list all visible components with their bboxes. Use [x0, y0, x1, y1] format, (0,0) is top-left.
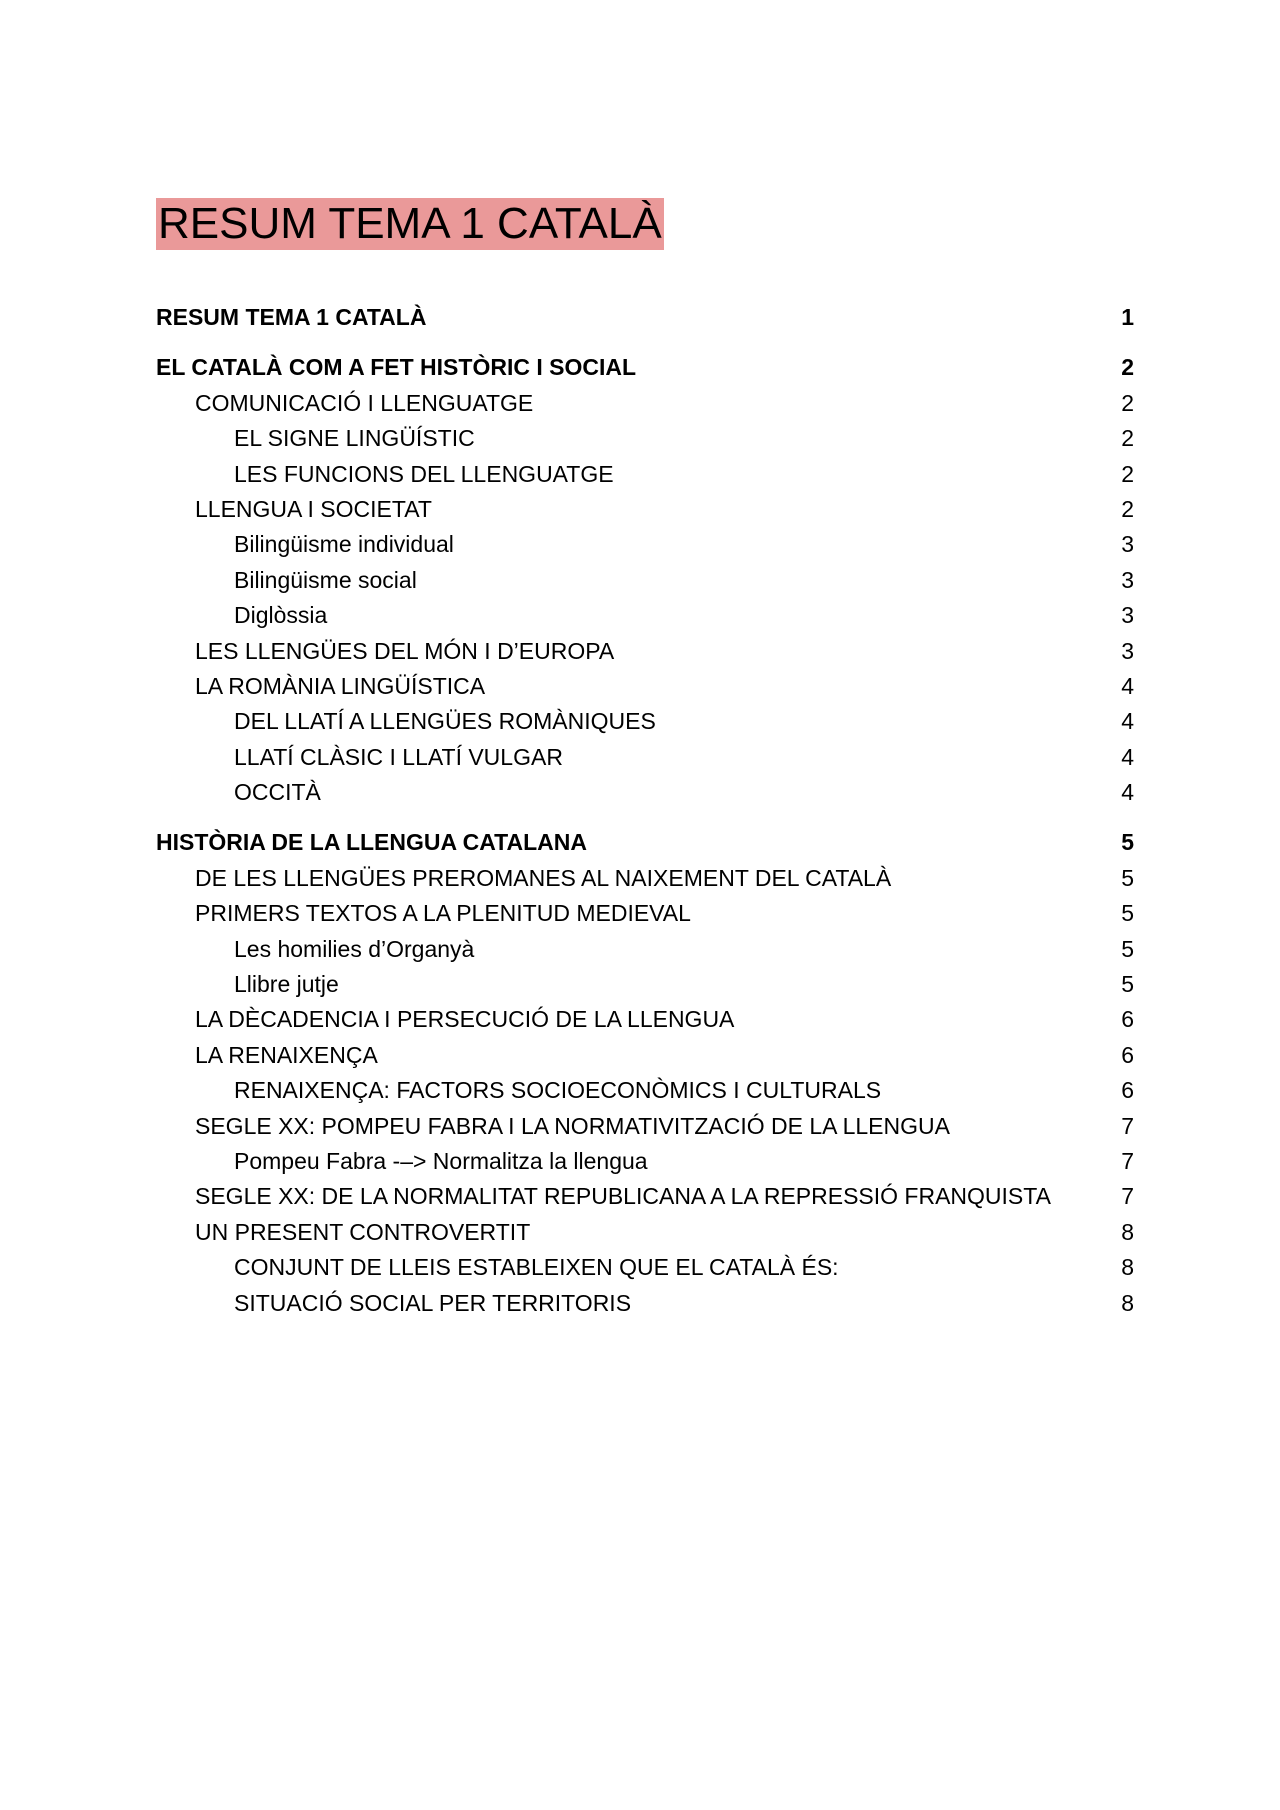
- toc-entry-page-number: 7: [1121, 1147, 1134, 1174]
- toc-entry[interactable]: [156, 300, 1134, 335]
- toc-entry[interactable]: [156, 457, 1134, 492]
- toc-entry-label: Pompeu Fabra -–> Normalitza la llengua: [234, 1147, 648, 1174]
- toc-entry-page-number: 5: [1121, 971, 1134, 998]
- toc-entry-page-number: 8: [1121, 1289, 1134, 1316]
- toc-entry[interactable]: [156, 1073, 1134, 1108]
- toc-entry-page-number: 4: [1121, 743, 1134, 770]
- toc-entry-page-number: 2: [1121, 460, 1134, 487]
- toc-entry-label: EL CATALÀ COM A FET HISTÒRIC I SOCIAL: [156, 354, 637, 381]
- toc-entry-page-number: 6: [1121, 1041, 1134, 1068]
- toc-entry-page-number: 5: [1121, 935, 1134, 962]
- toc-entry-page-number: 7: [1121, 1183, 1134, 1210]
- toc-entry-label: COMUNICACIÓ I LLENGUATGE: [195, 389, 534, 416]
- toc-entry-label: DE LES LLENGÜES PREROMANES AL NAIXEMENT DEL CATALÀ: [195, 864, 892, 891]
- toc-entry[interactable]: [156, 861, 1134, 896]
- toc-entry-label: LLENGUA I SOCIETAT: [195, 495, 432, 522]
- toc-entry-label: LA DÈCADENCIA I PERSECUCIÓ DE LA LLENGUA: [195, 1006, 735, 1033]
- toc-entry[interactable]: [156, 492, 1134, 527]
- toc-entry-page-number: 7: [1121, 1112, 1134, 1139]
- toc-entry[interactable]: [156, 704, 1134, 739]
- toc-entry-page-number: 2: [1121, 354, 1134, 381]
- toc-entry[interactable]: [156, 1144, 1134, 1179]
- toc-entry-page-number: 5: [1121, 900, 1134, 927]
- toc-entry-page-number: 6: [1121, 1077, 1134, 1104]
- toc-entry[interactable]: [156, 563, 1134, 598]
- toc-entry-label: Les homilies d’Organyà: [234, 935, 475, 962]
- toc-entry[interactable]: [156, 1179, 1134, 1214]
- toc-entry[interactable]: [156, 386, 1134, 421]
- toc-entry-label: HISTÒRIA DE LA LLENGUA CATALANA: [156, 829, 588, 856]
- toc-entry[interactable]: [156, 932, 1134, 967]
- toc-entry[interactable]: [156, 421, 1134, 456]
- toc-entry-label: UN PRESENT CONTROVERTIT: [195, 1218, 531, 1245]
- toc-entry-label: Diglòssia: [234, 602, 328, 629]
- toc-entry-label: EL SIGNE LINGÜÍSTIC: [234, 425, 475, 452]
- toc-entry-label: LA ROMÀNIA LINGÜÍSTICA: [195, 672, 486, 699]
- toc-entry[interactable]: [156, 1286, 1134, 1321]
- toc-entry[interactable]: [156, 669, 1134, 704]
- toc-entry-label: Bilingüisme social: [234, 566, 417, 593]
- toc-entry[interactable]: [156, 1109, 1134, 1144]
- toc-entry-page-number: 1: [1121, 304, 1134, 330]
- toc-entry-label: LES LLENGÜES DEL MÓN I D’EUROPA: [195, 637, 615, 664]
- toc-entry-page-number: 6: [1121, 1006, 1134, 1033]
- toc-entry-label: OCCITÀ: [234, 779, 321, 806]
- toc-entry-page-number: 4: [1121, 779, 1134, 806]
- toc-entry-label: SITUACIÓ SOCIAL PER TERRITORIS: [234, 1289, 632, 1316]
- toc-entry-page-number: 3: [1121, 531, 1134, 558]
- toc-entry[interactable]: [156, 598, 1134, 633]
- toc-entry-label: CONJUNT DE LLEIS ESTABLEIXEN QUE EL CATALÀ ÉS:: [234, 1254, 839, 1281]
- toc-entry[interactable]: [156, 527, 1134, 562]
- toc-entry-page-number: 4: [1121, 672, 1134, 699]
- toc-entry[interactable]: [156, 350, 1134, 385]
- toc-entry-label: Llibre jutje: [234, 971, 339, 998]
- toc-entry[interactable]: [156, 825, 1134, 860]
- toc-entry-label: SEGLE XX: POMPEU FABRA I LA NORMATIVITZACIÓ DE LA LLENGUA: [195, 1112, 950, 1139]
- toc-entry-page-number: 5: [1121, 829, 1134, 856]
- toc-entry[interactable]: [156, 1250, 1134, 1285]
- toc-entry-page-number: 3: [1121, 637, 1134, 664]
- toc-entry-page-number: 2: [1121, 495, 1134, 522]
- toc-entry-page-number: 3: [1121, 602, 1134, 629]
- toc-entry-page-number: 2: [1121, 425, 1134, 452]
- toc-entry-label: LA RENAIXENÇA: [195, 1041, 378, 1068]
- table-of-contents: [156, 300, 1134, 1321]
- toc-entry-page-number: 2: [1121, 389, 1134, 416]
- toc-entry-page-number: 8: [1121, 1218, 1134, 1245]
- toc-entry-label: LLATÍ CLÀSIC I LLATÍ VULGAR: [234, 743, 563, 770]
- toc-entry[interactable]: [156, 740, 1134, 775]
- toc-entry[interactable]: [156, 896, 1134, 931]
- toc-entry-label: RENAIXENÇA: FACTORS SOCIOECONÒMICS I CULTURALS: [234, 1077, 882, 1104]
- toc-entry[interactable]: [156, 1038, 1134, 1073]
- toc-entry-label: SEGLE XX: DE LA NORMALITAT REPUBLICANA A LA REPRESSIÓ FRANQUISTA: [195, 1183, 1051, 1210]
- toc-entry-page-number: 3: [1121, 566, 1134, 593]
- toc-entry[interactable]: [156, 1002, 1134, 1037]
- toc-entry-label: Bilingüisme individual: [234, 531, 454, 558]
- toc-entry-page-number: 5: [1121, 864, 1134, 891]
- document-title: RESUM TEMA 1 CATALÀ: [158, 199, 662, 248]
- toc-entry-page-number: 8: [1121, 1254, 1134, 1281]
- toc-entry[interactable]: [156, 775, 1134, 810]
- toc-entry-label: DEL LLATÍ A LLENGÜES ROMÀNIQUES: [234, 708, 656, 735]
- toc-entry-label: PRIMERS TEXTOS A LA PLENITUD MEDIEVAL: [195, 900, 691, 927]
- toc-entry-label: LES FUNCIONS DEL LLENGUATGE: [234, 460, 614, 487]
- toc-entry[interactable]: [156, 1215, 1134, 1250]
- toc-entry-label: RESUM TEMA 1 CATALÀ: [156, 304, 427, 330]
- toc-entry[interactable]: [156, 967, 1134, 1002]
- toc-entry-page-number: 4: [1121, 708, 1134, 735]
- toc-entry[interactable]: [156, 634, 1134, 669]
